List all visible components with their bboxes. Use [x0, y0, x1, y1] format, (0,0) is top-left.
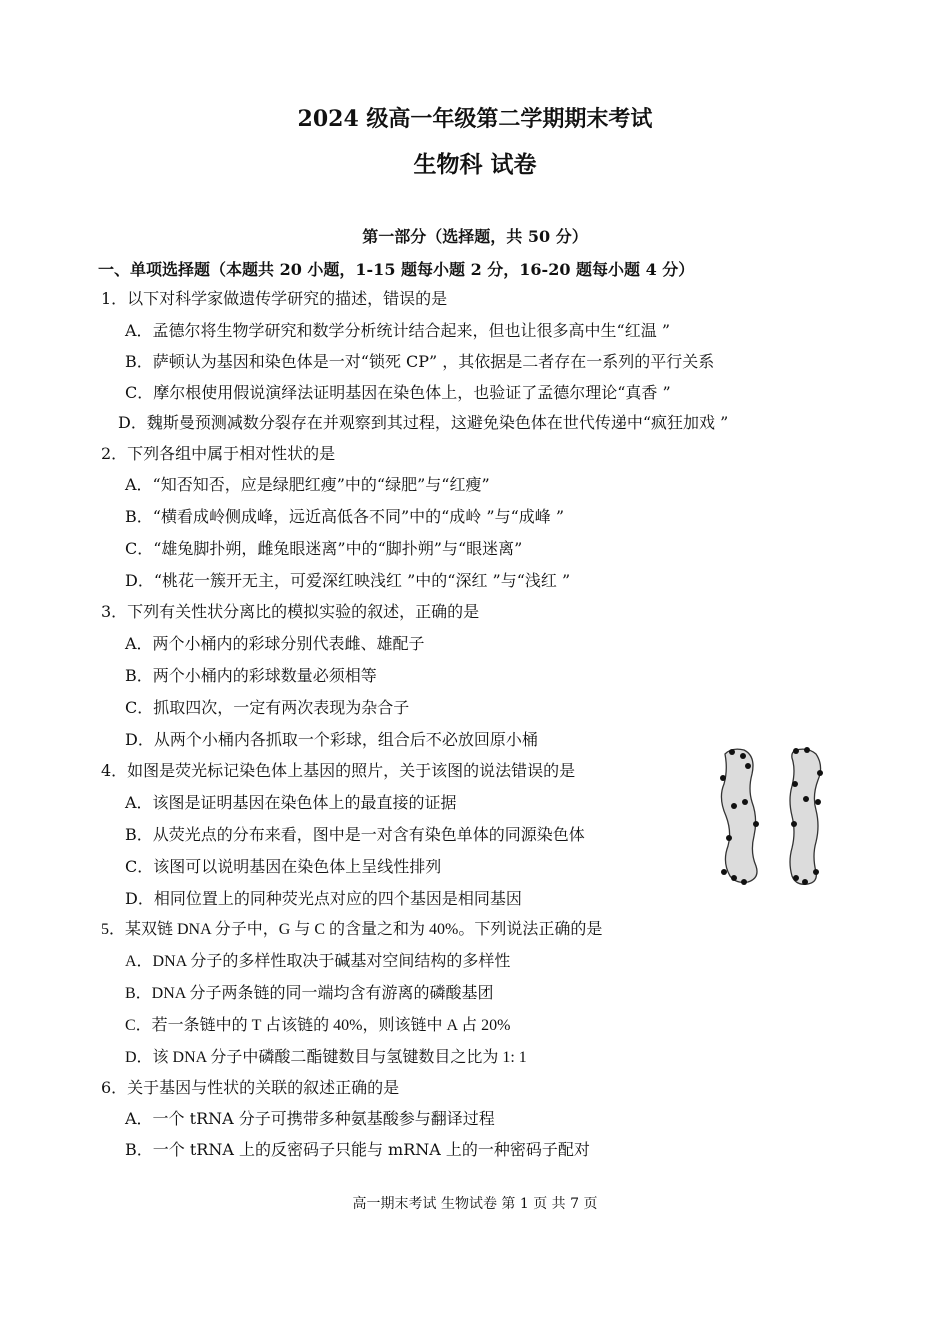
fluorescent-dot [742, 799, 748, 805]
question-2-option-d: D．“桃花一簇开无主，可爱深红映浅红 ”中的“深红 ”与“浅红 ” [125, 571, 571, 590]
part-heading: 第一部分（选择题，共 50 分） [362, 227, 588, 246]
fluorescent-dot [740, 753, 746, 759]
chromosome-left [721, 749, 757, 882]
exam-subtitle: 生物科 试卷 [413, 151, 537, 178]
fluorescent-dot [817, 770, 823, 776]
question-6-option-a: A．一个 tRNA 分子可携带多种氨基酸参与翻译过程 [125, 1109, 495, 1128]
question-5-option-b: B．DNA 分子两条链的同一端均含有游离的磷酸基团 [125, 985, 494, 1002]
question-5-option-c: C．若一条链中的 T 占该链的 40%，则该链中 A 占 20% [125, 1017, 511, 1034]
fluorescent-dot [793, 748, 799, 754]
question-2: 2．下列各组中属于相对性状的是 [101, 444, 336, 463]
fluorescent-dot [729, 749, 735, 755]
fluorescent-dot [802, 879, 808, 885]
fluorescent-dot [753, 821, 759, 827]
fluorescent-dot [793, 875, 799, 881]
fluorescent-dot [726, 835, 732, 841]
fluorescent-dot [731, 803, 737, 809]
fluorescent-dot [721, 869, 727, 875]
question-1-option-d: D．魏斯曼预测减数分裂存在并观察到其过程，这避免染色体在世代传递中“疯狂加戏 ” [118, 413, 729, 432]
question-3-option-d: D．从两个小桶内各抓取一个彩球，组合后不必放回原小桶 [125, 730, 538, 749]
fluorescent-dot [803, 796, 809, 802]
question-3-option-b: B．两个小桶内的彩球数量必须相等 [125, 666, 377, 685]
question-5: 5．某双链 DNA 分子中，G 与 C 的含量之和为 40%。下列说法正确的是 [101, 921, 603, 938]
question-6-option-b: B．一个 tRNA 上的反密码子只能与 mRNA 上的一种密码子配对 [125, 1140, 590, 1159]
question-3-option-c: C．抓取四次，一定有两次表现为杂合子 [125, 698, 410, 717]
question-1: 1．以下对科学家做遗传学研究的描述，错误的是 [101, 289, 448, 308]
question-1-option-b: B．萨顿认为基因和染色体是一对“锁死 CP” ，其依据是二者存在一系列的平行关系 [125, 352, 715, 371]
question-2-option-b: B．“横看成岭侧成峰，远近高低各不同”中的“成岭 ”与“成峰 ” [125, 507, 565, 526]
question-5-option-a: A．DNA 分子的多样性取决于碱基对空间结构的多样性 [125, 953, 511, 970]
fluorescent-dot [791, 821, 797, 827]
question-1-option-c: C．摩尔根使用假说演绎法证明基因在染色体上，也验证了孟德尔理论“真香 ” [125, 383, 671, 402]
question-3-option-a: A．两个小桶内的彩球分别代表雌、雄配子 [125, 634, 425, 653]
question-1-option-a: A．孟德尔将生物学研究和数学分析统计结合起来，但也让很多高中生“红温 ” [125, 321, 671, 340]
fluorescent-dot [720, 775, 726, 781]
question-4-option-d: D．相同位置上的同种荧光点对应的四个基因是相同基因 [125, 889, 522, 908]
question-4: 4．如图是荧光标记染色体上基因的照片，关于该图的说法错误的是 [101, 761, 576, 780]
chromosome-figure [712, 744, 832, 889]
question-2-option-c: C．“雄兔脚扑朔，雌兔眼迷离”中的“脚扑朔”与“眼迷离” [125, 539, 523, 558]
fluorescent-dot [792, 781, 798, 787]
page-footer: 高一期末考试 生物试卷 第 1 页 共 7 页 [352, 1196, 598, 1212]
fluorescent-dot [731, 875, 737, 881]
section-heading: 一、单项选择题（本题共 20 小题，1-15 题每小题 2 分，16-20 题每小题 4 分） [98, 260, 695, 279]
fluorescent-dot [815, 799, 821, 805]
fluorescent-dot [745, 763, 751, 769]
question-4-option-c: C．该图可以说明基因在染色体上呈线性排列 [125, 857, 442, 876]
fluorescent-dot [741, 879, 747, 885]
question-5-option-d: D．该 DNA 分子中磷酸二酯键数目与氢键数目之比为 1: 1 [125, 1049, 527, 1066]
question-2-option-a: A．“知否知否，应是绿肥红瘦”中的“绿肥”与“红瘦” [125, 475, 490, 494]
fluorescent-dot [804, 747, 810, 753]
question-4-option-a: A．该图是证明基因在染色体上的最直接的证据 [125, 793, 457, 812]
fluorescent-dot [813, 869, 819, 875]
question-6: 6．关于基因与性状的关联的叙述正确的是 [101, 1078, 400, 1097]
chromosome-right [790, 749, 821, 884]
exam-title: 2024 级高一年级第二学期期末考试 [297, 106, 653, 132]
question-4-option-b: B．从荧光点的分布来看，图中是一对含有染色单体的同源染色体 [125, 825, 585, 844]
question-3: 3．下列有关性状分离比的模拟实验的叙述，正确的是 [101, 602, 480, 621]
